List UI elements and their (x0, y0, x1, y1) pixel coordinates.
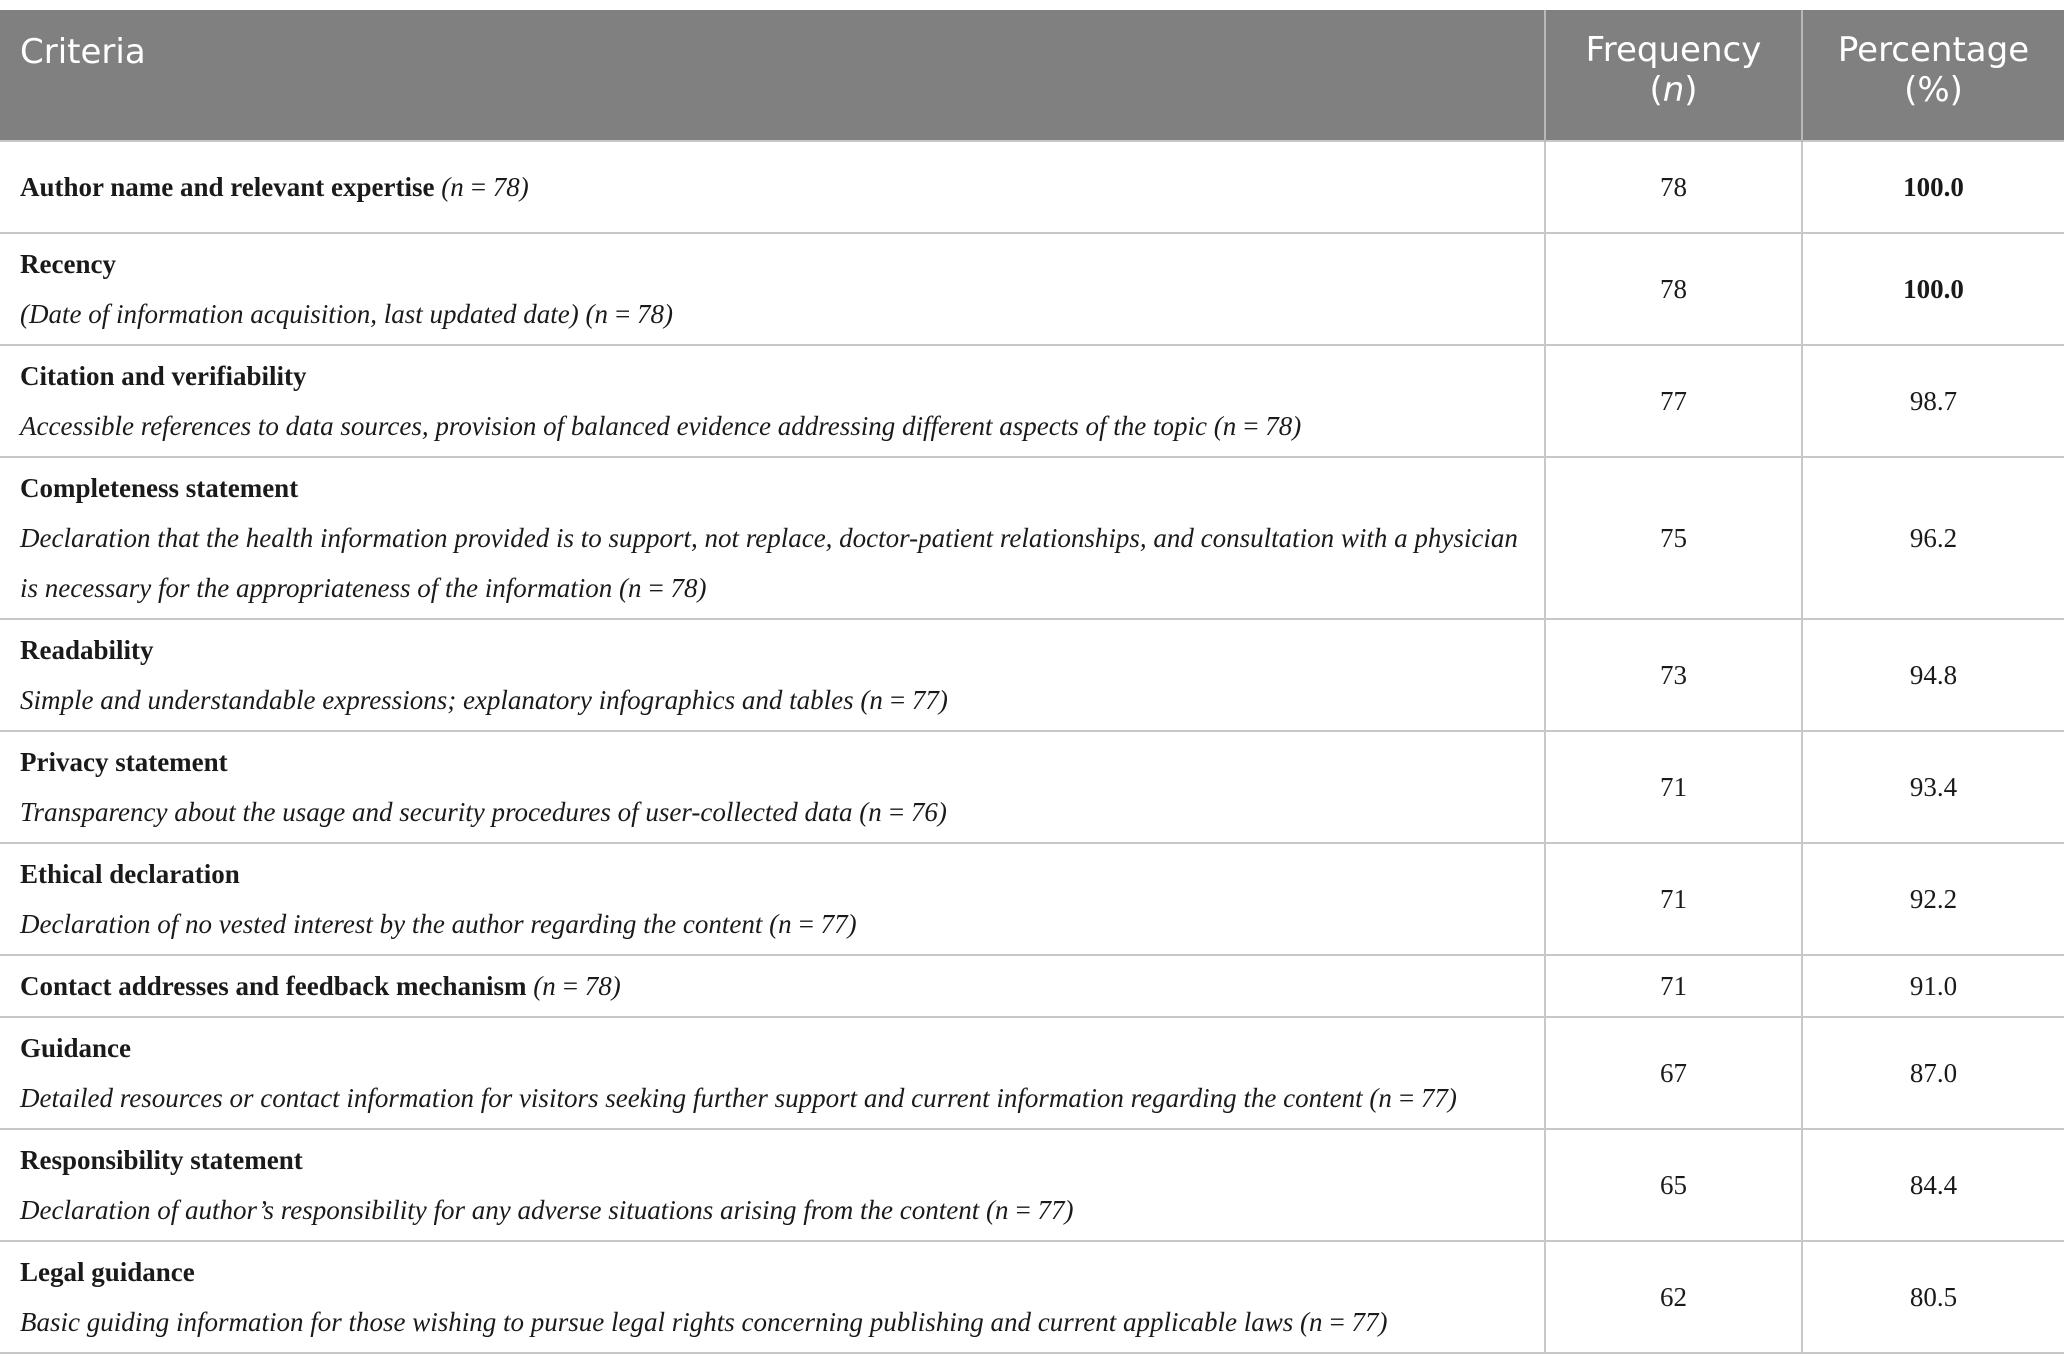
frequency-cell: 78 (1545, 233, 1802, 345)
table-row (0, 141, 2064, 233)
criterion-description: Declaration that the health information provided is to support, not replace, doctor-patient relationships, and consultation with a physician is necessary for the appropriateness of the information (n = 78) (20, 523, 1518, 603)
criteria-cell (0, 619, 1545, 731)
criterion-title: Responsibility statement (20, 1145, 303, 1175)
frequency-cell: 67 (1545, 1017, 1802, 1129)
criterion-title: Privacy statement (20, 747, 228, 777)
criterion-title: Readability (20, 635, 154, 665)
criterion-title: Citation and verifiability (20, 361, 307, 391)
criterion-title: Completeness statement (20, 473, 299, 503)
criteria-cell (0, 1129, 1545, 1241)
header-percentage-label: Percentage (1837, 30, 2030, 70)
table-row (0, 1017, 2064, 1129)
frequency-cell: 62 (1545, 1241, 1802, 1353)
percentage-cell: 100.0 (1802, 141, 2064, 233)
header-criteria: Criteria (0, 10, 1545, 141)
header-percentage-unit: (%) (1904, 70, 1963, 110)
table-row (0, 1241, 2064, 1353)
criterion-title: Legal guidance (20, 1257, 195, 1287)
criteria-cell (0, 233, 1545, 345)
header-frequency-close: ) (1684, 70, 1698, 110)
percentage-cell: 100.0 (1802, 233, 2064, 345)
frequency-cell: 78 (1545, 141, 1802, 233)
criterion-description: Declaration of author’s responsibility for any adverse situations arising from the content (n = 77) (20, 1195, 1074, 1225)
criteria-cell (0, 345, 1545, 457)
criterion-n: (n = 78) (533, 971, 621, 1001)
table-body (0, 141, 2064, 1353)
criteria-cell (0, 1017, 1545, 1129)
table-row (0, 619, 2064, 731)
criterion-title: Contact addresses and feedback mechanism (20, 971, 527, 1001)
frequency-cell: 73 (1545, 619, 1802, 731)
frequency-cell: 65 (1545, 1129, 1802, 1241)
percentage-cell: 96.2 (1802, 457, 2064, 619)
header-row (0, 10, 2064, 141)
criteria-cell (0, 141, 1545, 233)
criterion-title: Recency (20, 249, 116, 279)
criterion-description: Detailed resources or contact information for visitors seeking further support and current information regarding the content (n = 77) (20, 1083, 1457, 1113)
frequency-cell: 71 (1545, 843, 1802, 955)
percentage-cell: 92.2 (1802, 843, 2064, 955)
percentage-cell: 80.5 (1802, 1241, 2064, 1353)
frequency-cell: 77 (1545, 345, 1802, 457)
criterion-description: Accessible references to data sources, provision of balanced evidence addressing different aspects of the topic (n = 78) (20, 411, 1302, 441)
criterion-description: Simple and understandable expressions; explanatory infographics and tables (n = 77) (20, 685, 948, 715)
criterion-description: (Date of information acquisition, last updated date) (n = 78) (20, 299, 673, 329)
table-row (0, 457, 2064, 619)
frequency-cell: 75 (1545, 457, 1802, 619)
table-row (0, 731, 2064, 843)
frequency-cell: 71 (1545, 731, 1802, 843)
criterion-description: Declaration of no vested interest by the author regarding the content (n = 77) (20, 909, 857, 939)
criterion-description: Transparency about the usage and security procedures of user-collected data (n = 76) (20, 797, 947, 827)
header-frequency (1545, 10, 1802, 141)
percentage-cell: 93.4 (1802, 731, 2064, 843)
table-row (0, 233, 2064, 345)
criterion-title: Author name and relevant expertise (20, 172, 435, 202)
percentage-cell: 84.4 (1802, 1129, 2064, 1241)
criteria-table-container (0, 10, 2064, 1354)
criterion-title: Guidance (20, 1033, 132, 1063)
criteria-table (0, 10, 2064, 1354)
header-frequency-label: Frequency (1585, 30, 1762, 70)
header-percentage (1802, 10, 2064, 141)
table-row (0, 345, 2064, 457)
criteria-cell (0, 1241, 1545, 1353)
percentage-cell: 91.0 (1802, 955, 2064, 1017)
criterion-description: Basic guiding information for those wishing to pursue legal rights concerning publishing and current applicable laws (n = 77) (20, 1307, 1388, 1337)
header-frequency-open: ( (1649, 70, 1663, 110)
table-header (0, 10, 2064, 141)
table-row (0, 843, 2064, 955)
table-row (0, 1129, 2064, 1241)
criteria-cell (0, 731, 1545, 843)
criterion-n: (n = 78) (441, 172, 529, 202)
percentage-cell: 98.7 (1802, 345, 2064, 457)
criteria-cell (0, 457, 1545, 619)
percentage-cell: 87.0 (1802, 1017, 2064, 1129)
percentage-cell: 94.8 (1802, 619, 2064, 731)
table-row (0, 955, 2064, 1017)
criterion-title: Ethical declaration (20, 859, 240, 889)
frequency-cell: 71 (1545, 955, 1802, 1017)
header-frequency-symbol: n (1662, 70, 1685, 110)
criteria-cell (0, 843, 1545, 955)
criteria-cell (0, 955, 1545, 1017)
